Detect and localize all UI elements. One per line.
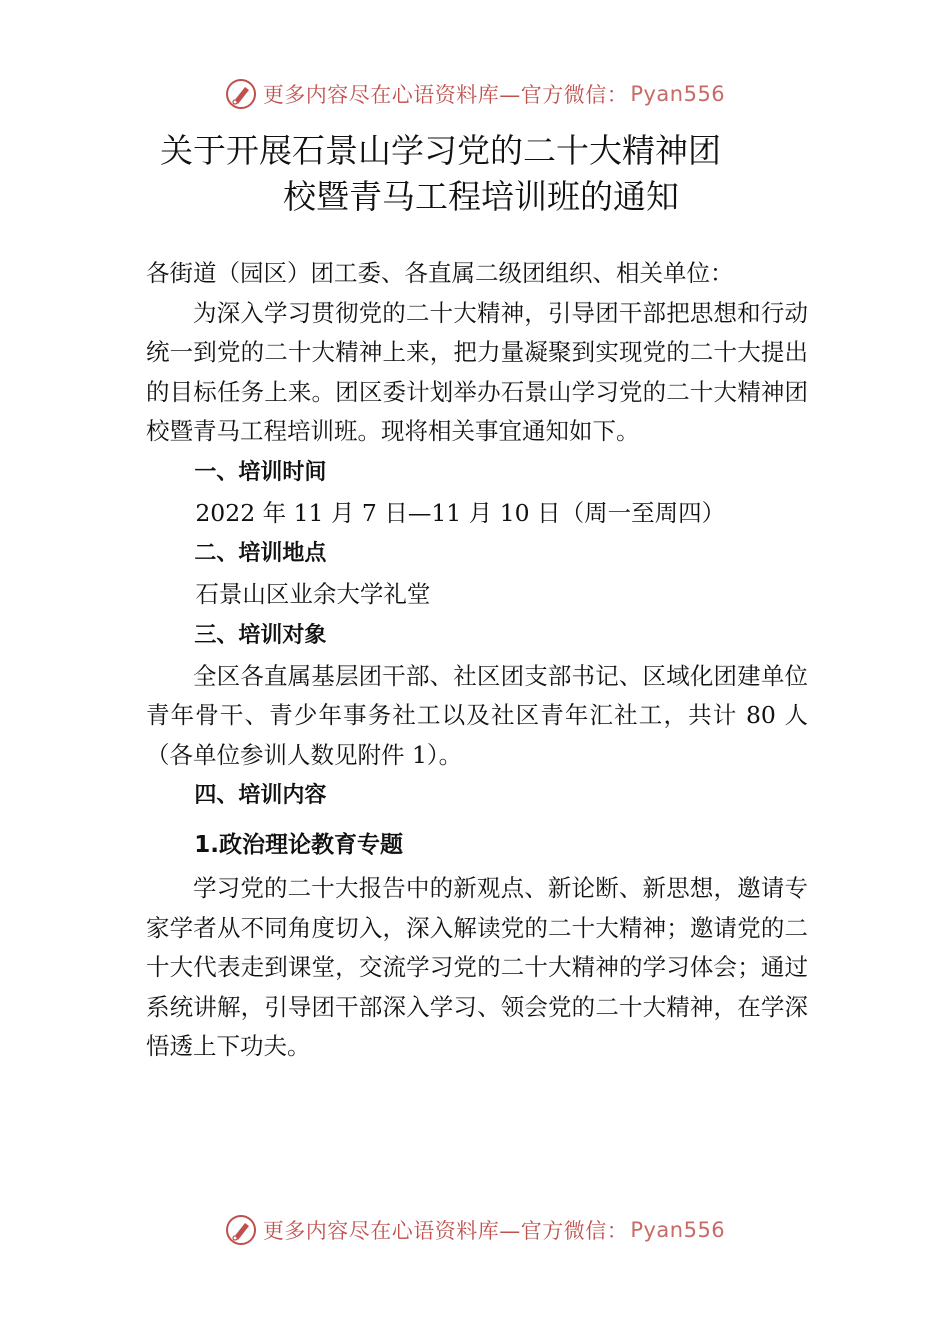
watermark-code: Pyan556 bbox=[630, 82, 726, 106]
watermark-text: 更多内容尽在心语资料库—官方微信： bbox=[262, 1219, 629, 1243]
document-title bbox=[140, 128, 820, 220]
section-body-location: 石景山区业余大学礼堂 bbox=[195, 580, 431, 608]
section-heading-content: 四、培训内容 bbox=[194, 783, 327, 808]
subsection-body: 学习党的二十大报告中的新观点、新论断、新思想，邀请专家学者从不同角度切入，深入解读党的二十大精神；邀请党的二十大代表走到课堂，交流学习党的二十大精神的学习体会；通过系统讲解，引导团干部深入学习、领会党的二十大精神，在学深悟透上下功夫。 bbox=[146, 874, 808, 1060]
watermark-code: Pyan556 bbox=[630, 1218, 726, 1242]
subsection-heading: 1.政治理论教育专题 bbox=[194, 832, 404, 858]
section-body-audience: 全区各直属基层团干部、社区团支部书记、区域化团建单位青年骨干、青少年事务社工以及社区青年汇社工，共计 80 人（各单位参训人数见附件 1）。 bbox=[146, 661, 808, 769]
watermark-header bbox=[0, 78, 950, 110]
pen-logo-icon bbox=[225, 1214, 257, 1246]
intro-paragraph: 为深入学习贯彻党的二十大精神，引导团干部把思想和行动统一到党的二十大精神上来，把力量凝聚到实现党的二十大提出的目标任务上来。团区委计划举办石景山学习党的二十大精神团校暨青马工程培训班。现将相关事宜通知如下。 bbox=[146, 298, 808, 445]
section-heading-audience: 三、培训对象 bbox=[194, 622, 327, 648]
section-body-time: 2022 年 11 月 7 日—11 月 10 日（周一至周四） bbox=[195, 498, 726, 527]
pen-logo-icon bbox=[225, 78, 257, 110]
title-line-2: 校暨青马工程培训班的通知 bbox=[283, 177, 679, 216]
watermark-text: 更多内容尽在心语资料库—官方微信： bbox=[262, 83, 629, 107]
title-line-1: 关于开展石景山学习党的二十大精神团 bbox=[160, 131, 721, 170]
section-heading-time: 一、培训时间 bbox=[194, 459, 327, 485]
section-heading-location: 二、培训地点 bbox=[194, 541, 327, 566]
document-body bbox=[146, 254, 808, 1067]
salutation: 各街道（园区）团工委、各直属二级团组织、相关单位： bbox=[146, 259, 734, 287]
watermark-footer bbox=[0, 1214, 950, 1246]
